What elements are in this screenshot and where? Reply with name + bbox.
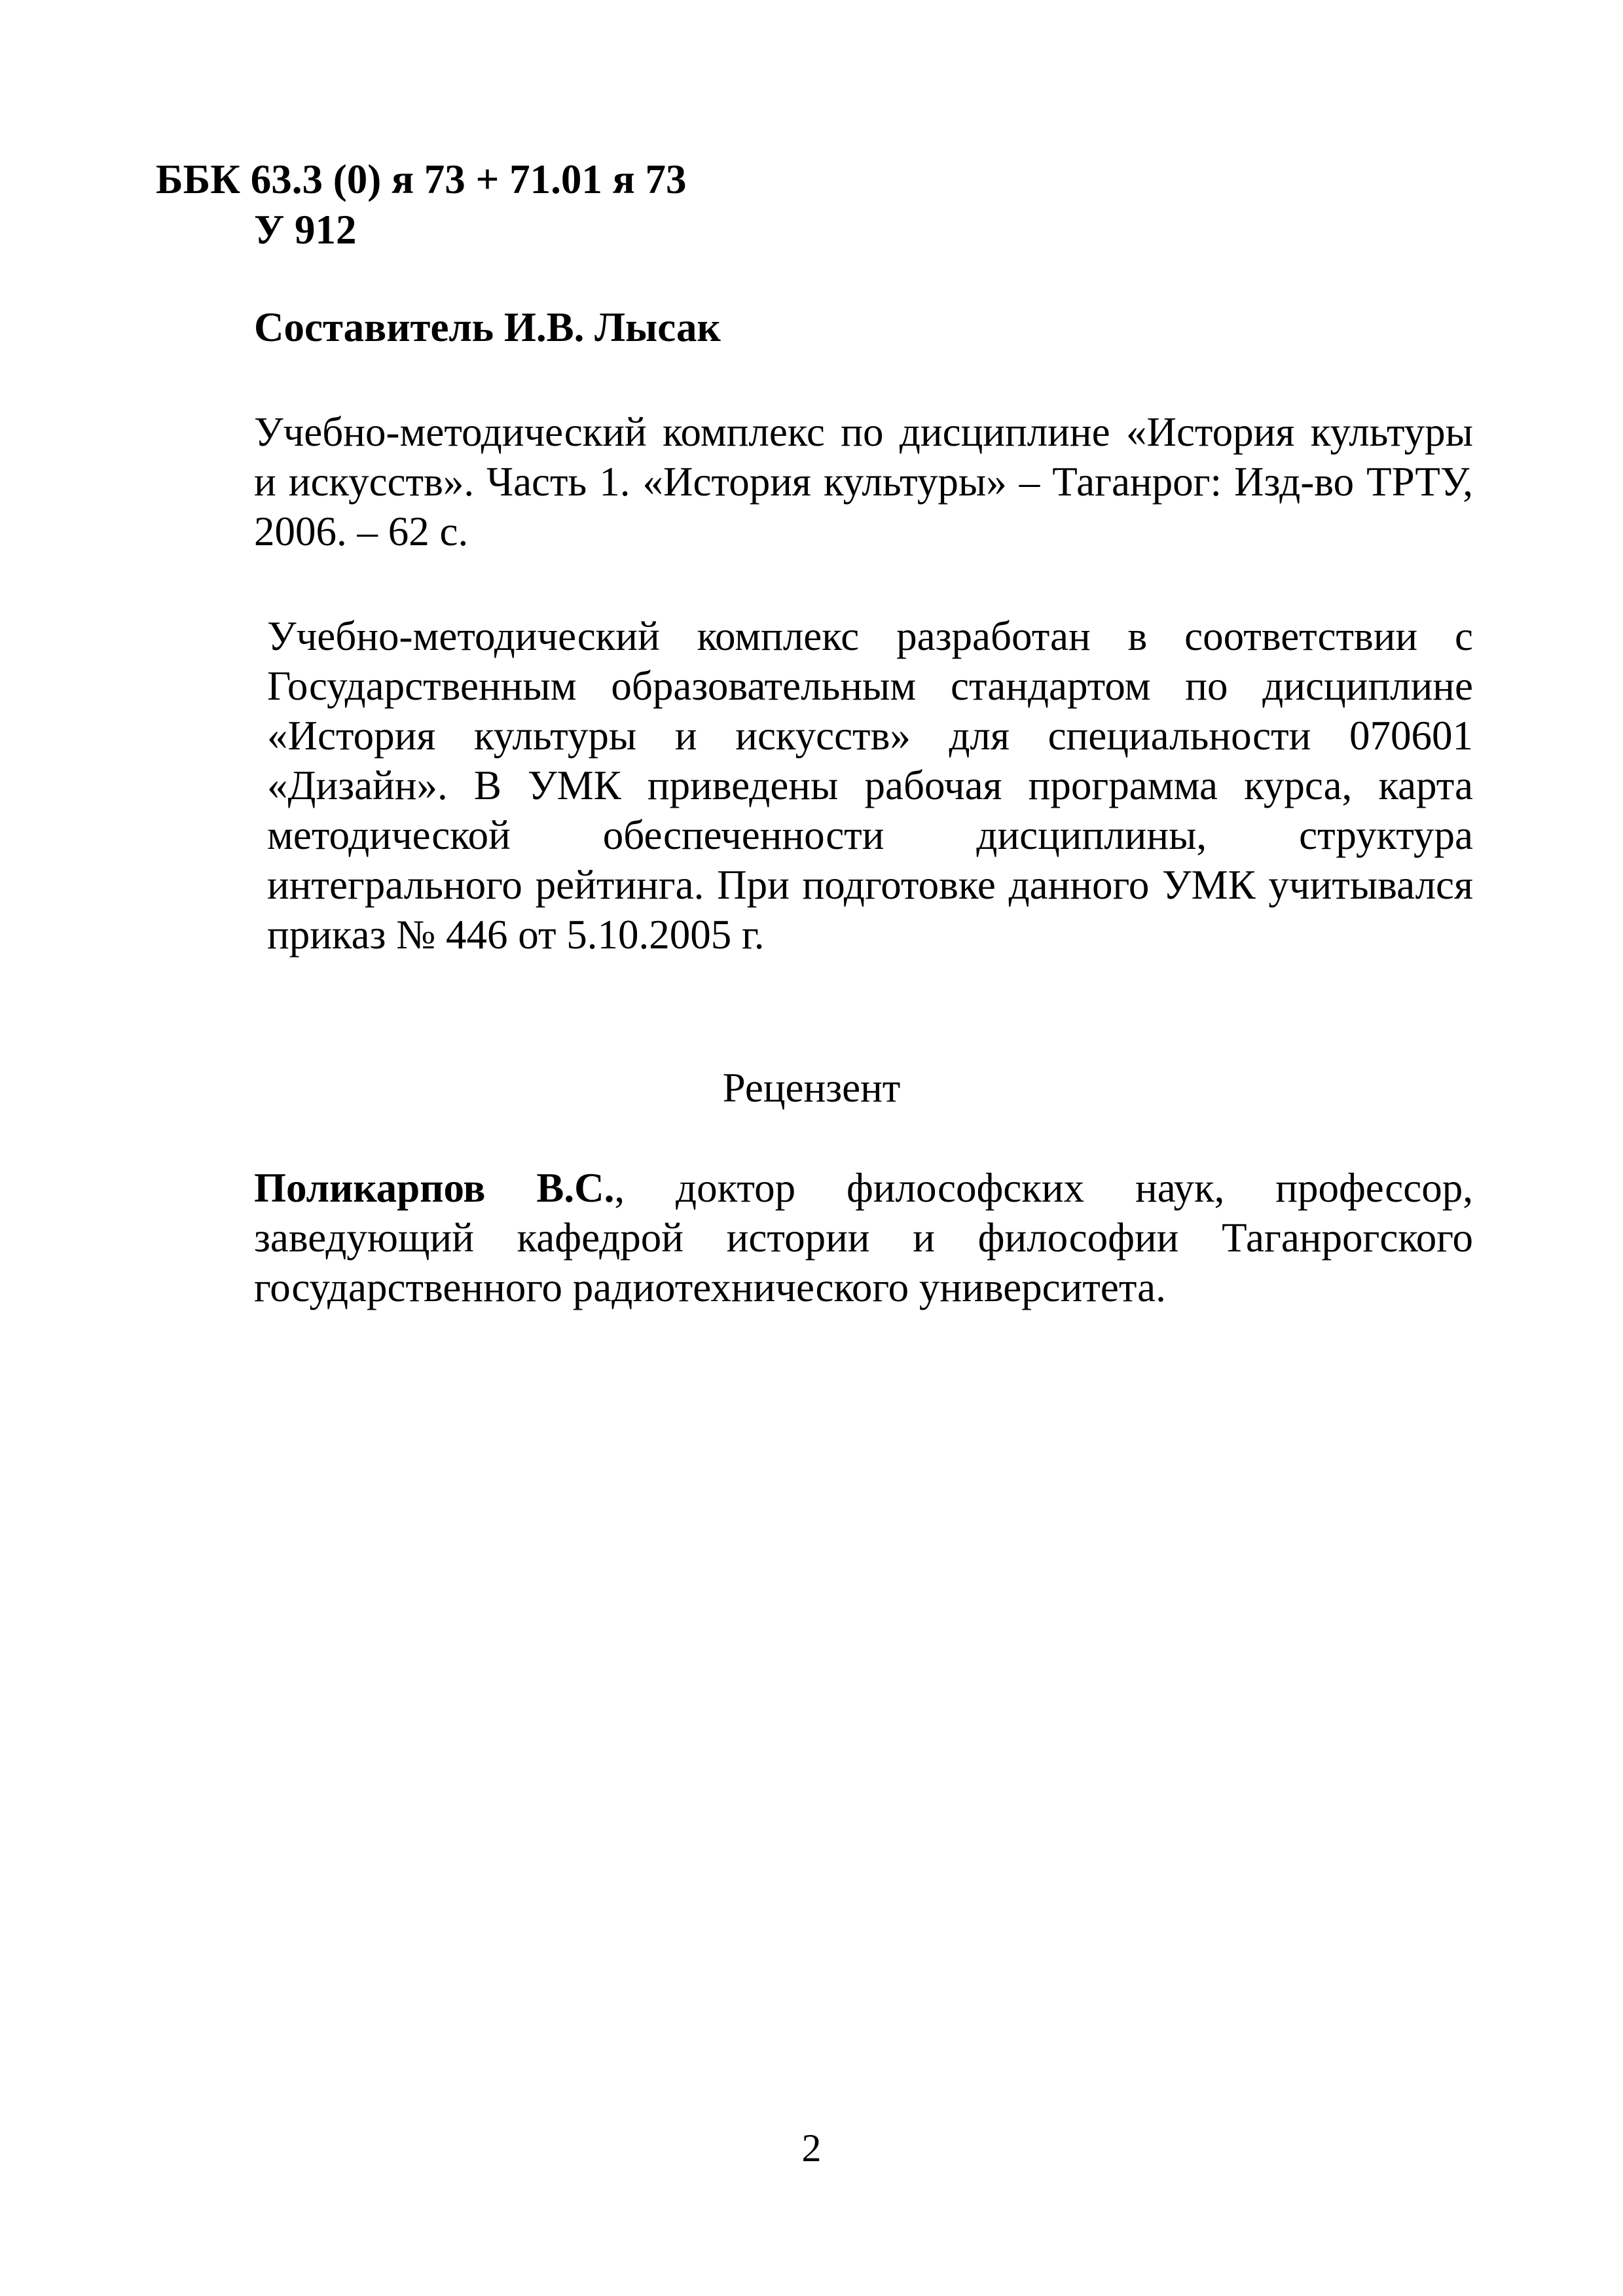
reviewer-name: Поликарпов В.С. (254, 1165, 615, 1211)
bibliographic-description (156, 407, 1473, 556)
reviewer-heading: Рецензент (722, 1065, 901, 1111)
reviewer-description: доктор философских наук, профессор, заведующий кафедрой истории и философии Таганрогского государственного радиотехнического университета. (254, 1165, 1473, 1310)
reviewer-separator: , (614, 1165, 625, 1211)
bbk-index: ББК 63.3 (0) я 73 + 71.01 я 73 (156, 156, 687, 202)
reviewer-paragraph (156, 1163, 1473, 1312)
bibliographic-text: Учебно-методический комплекс по дисциплине «История культуры и искусств». Часть 1. «История культуры» – Таганрог: Изд-во ТРТУ, 2006. – 62 с. (254, 409, 1473, 554)
page-number: 2 (801, 2126, 822, 2170)
annotation (156, 611, 1473, 960)
annotation-text: Учебно-методический комплекс разработан в соответствии с Государственным образовательным стандартом по дисциплине «История культуры и искусств» для специальности 070601 «Дизайн». В УМК приведены рабочая программа курса, карта методической обеспеченности дисциплины, структура интегрального рейтинга. При подготовке данного УМК учитывался приказ № 446 от 5.10.2005 г. (267, 613, 1473, 958)
reviewer-info (156, 1163, 1473, 1312)
author-mark: У 912 (254, 207, 357, 253)
compiler-line: Составитель И.В. Лысак (254, 304, 721, 350)
